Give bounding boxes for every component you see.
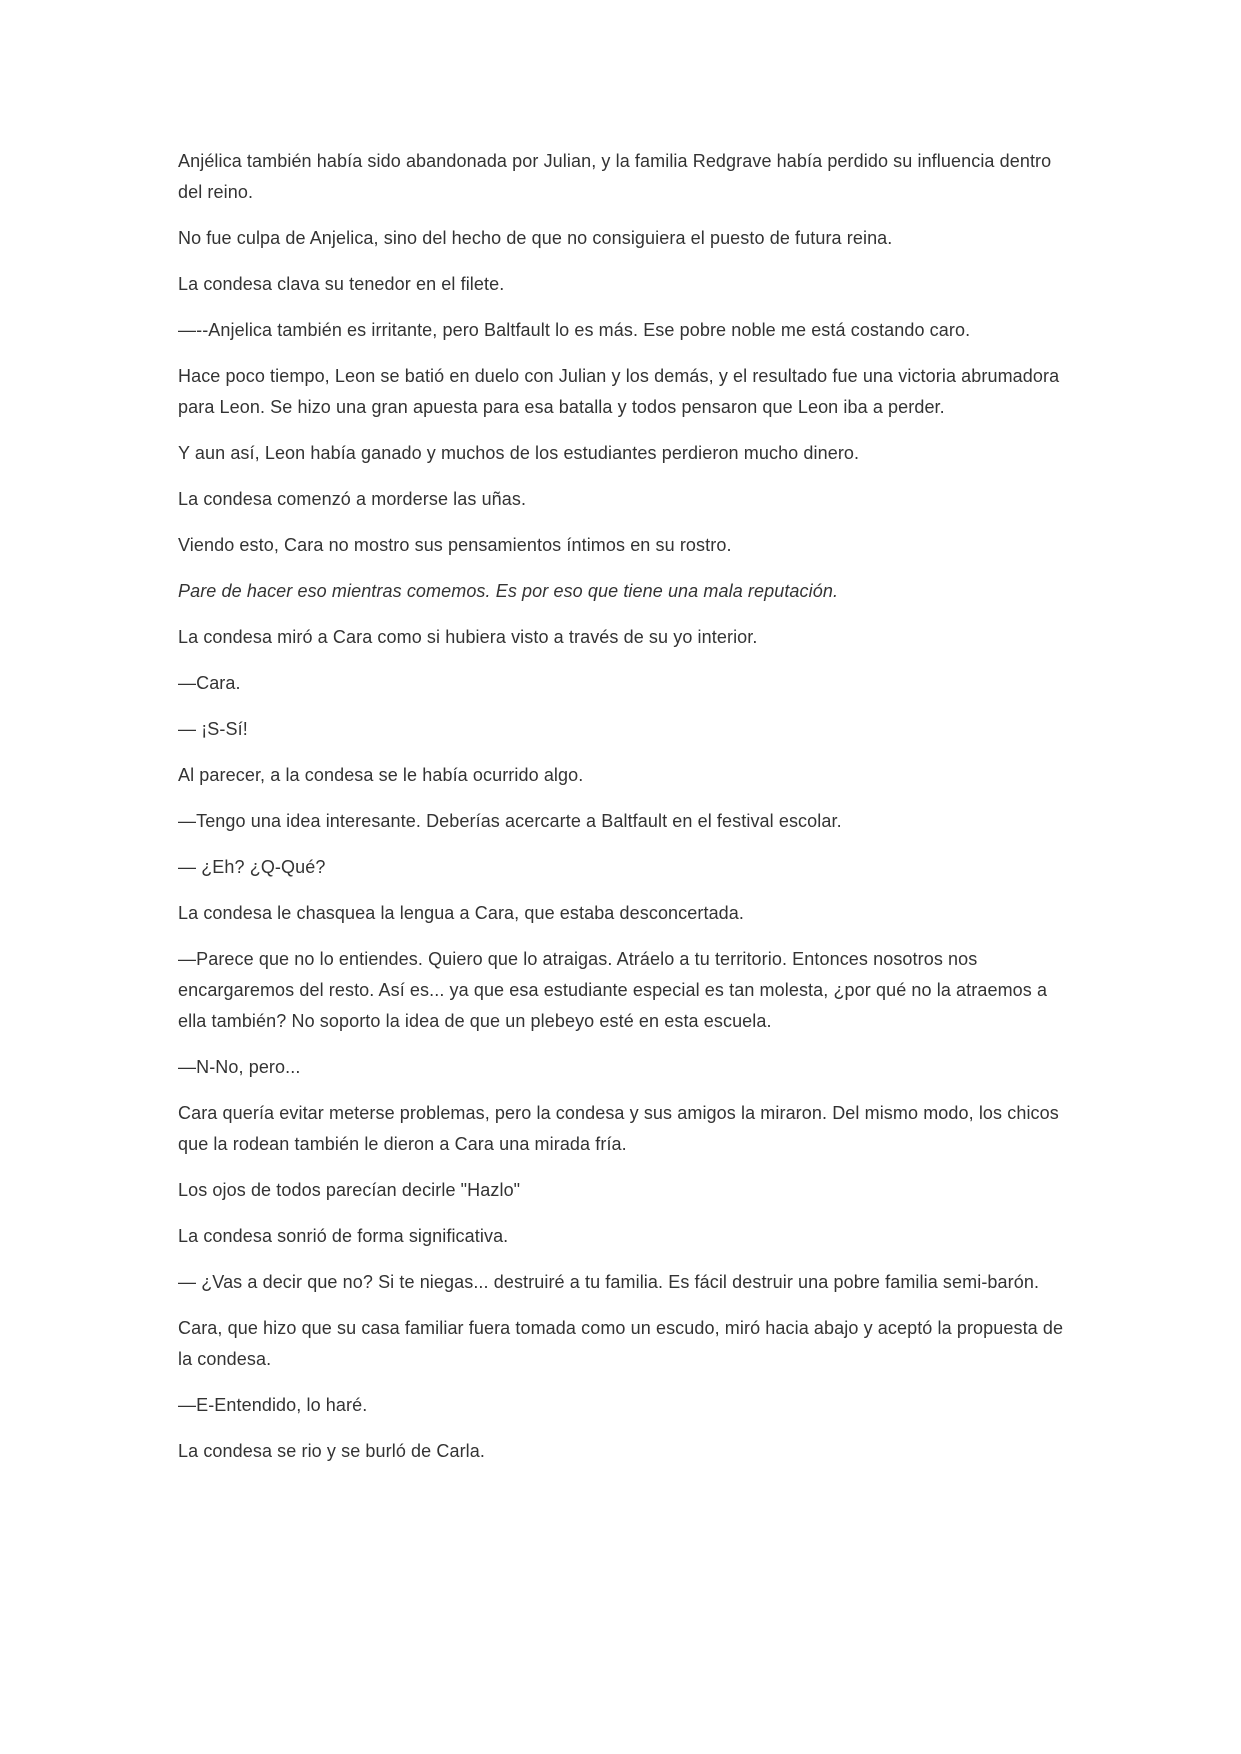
paragraph: La condesa clava su tenedor en el filete. [178,274,505,294]
paragraph: Al parecer, a la condesa se le había ocurrido algo. [178,765,584,785]
paragraph: — ¡S-Sí! [178,719,248,739]
paragraph: —--Anjelica también es irritante, pero Baltfault lo es más. Ese pobre noble me está costando caro. [178,320,971,340]
paragraph: —Cara. [178,673,241,693]
paragraph: La condesa miró a Cara como si hubiera visto a través de su yo interior. [178,627,758,647]
paragraph: Y aun así, Leon había ganado y muchos de los estudiantes perdieron mucho dinero. [178,443,860,463]
paragraph: Viendo esto, Cara no mostro sus pensamientos íntimos en su rostro. [178,535,732,555]
paragraph: La condesa se rio y se burló de Carla. [178,1441,485,1461]
paragraph: Hace poco tiempo, Leon se batió en duelo con Julian y los demás, y el resultado fue una victoria abrumadora para Leon. Se hizo una gran apuesta para esa batalla y todos pensaron que Leon iba a perder. [178,366,1065,417]
paragraph: La condesa comenzó a morderse las uñas. [178,489,527,509]
paragraph: Pare de hacer eso mientras comemos. Es por eso que tiene una mala reputación. [178,581,839,601]
document-body [178,146,1078,1482]
paragraph: Los ojos de todos parecían decirle "Hazlo" [178,1180,521,1200]
paragraph: —E-Entendido, lo haré. [178,1395,368,1415]
paragraph: — ¿Eh? ¿Q-Qué? [178,857,326,877]
paragraph: — ¿Vas a decir que no? Si te niegas... destruiré a tu familia. Es fácil destruir una pobre familia semi-barón. [178,1272,1040,1292]
paragraph: —N-No, pero... [178,1057,301,1077]
paragraph: No fue culpa de Anjelica, sino del hecho de que no consiguiera el puesto de futura reina. [178,228,893,248]
paragraph: Cara, que hizo que su casa familiar fuera tomada como un escudo, miró hacia abajo y aceptó la propuesta de la condesa. [178,1318,1069,1369]
paragraph: —Parece que no lo entiendes. Quiero que lo atraigas. Atráelo a tu territorio. Entonces nosotros nos encargaremos del resto. Así es... ya que esa estudiante especial es tan molesta, ¿por qué no la atraemos a ella también? No soporto la idea de que un plebeyo esté en esta escuela. [178,949,1053,1031]
paragraph: Cara quería evitar meterse problemas, pero la condesa y sus amigos la miraron. Del mismo modo, los chicos que la rodean también le dieron a Cara una mirada fría. [178,1103,1064,1154]
paragraph: —Tengo una idea interesante. Deberías acercarte a Baltfault en el festival escolar. [178,811,842,831]
paragraph: La condesa le chasquea la lengua a Cara, que estaba desconcertada. [178,903,745,923]
paragraph: Anjélica también había sido abandonada por Julian, y la familia Redgrave había perdido su influencia dentro del reino. [178,151,1057,202]
paragraph: La condesa sonrió de forma significativa. [178,1226,509,1246]
